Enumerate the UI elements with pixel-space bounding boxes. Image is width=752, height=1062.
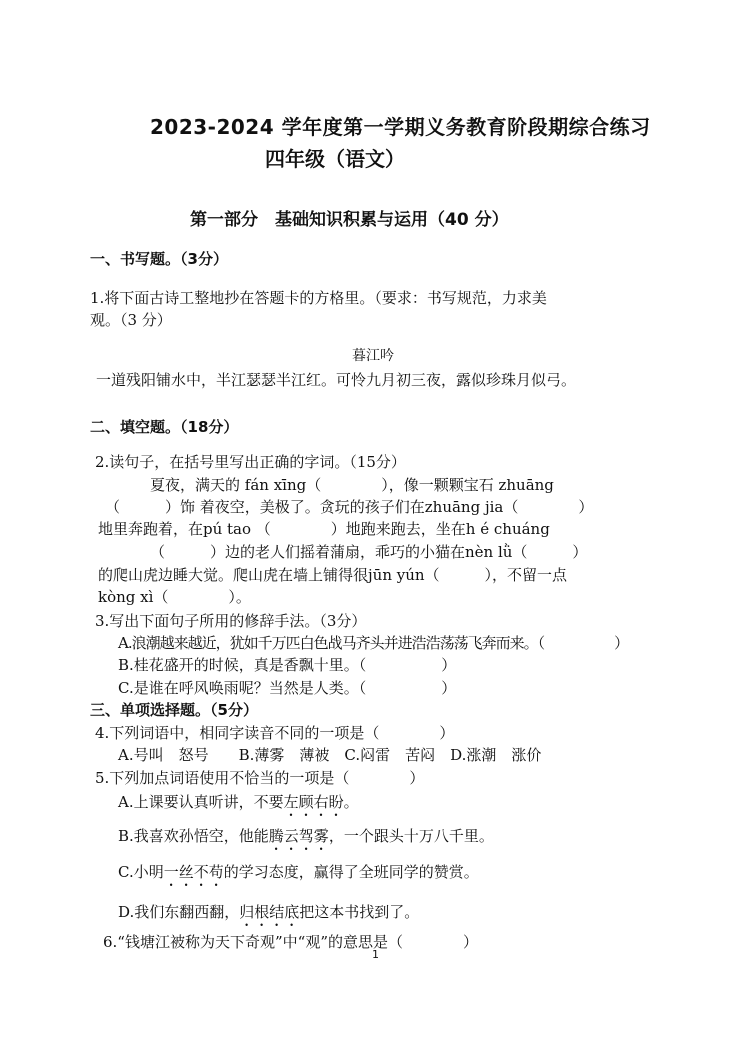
option-text: 的学习态度，赢得了全班同学的赞赏。 bbox=[223, 863, 479, 881]
question-3-option-c: C.是谁在呼风唤雨呢？当然是人类。（ ） bbox=[118, 679, 457, 697]
passage-line-2: （ ）饰 着夜空，美极了。贪玩的孩子们在zhuāng jia（ ） bbox=[105, 498, 594, 516]
option-text: 把这本书找到了。 bbox=[299, 903, 420, 921]
question-5-option-c bbox=[118, 862, 479, 890]
question-4: 4.下列词语中，相同字读音不同的一项是（ ） bbox=[95, 724, 455, 742]
dotted-phrase: 归根结底 bbox=[239, 903, 300, 921]
page-number: 1 bbox=[372, 948, 379, 961]
poem-text: 一道残阳铺水中，半江瑟瑟半江红。可怜九月初三夜，露似珍珠月似弓。 bbox=[96, 371, 577, 389]
option-text: D.我们东翻西翻， bbox=[118, 903, 240, 921]
poem-title: 暮江吟 bbox=[352, 348, 394, 364]
question-3: 3.写出下面句子所用的修辞手法。（3分） bbox=[95, 612, 367, 630]
document-title: 2023-2024 学年度第一学期义务教育阶段期综合练习 bbox=[150, 115, 651, 139]
question-5-option-b bbox=[118, 826, 494, 854]
question-3-option-a: A.浪潮越来越近，犹如千万匹白色战马齐头并进浩浩荡荡飞奔而来。（ ） bbox=[118, 634, 629, 652]
question-5: 5.下列加点词语使用不恰当的一项是（ ） bbox=[95, 769, 425, 787]
dotted-phrase: 左顾右盼 bbox=[283, 793, 344, 811]
question-5-option-a bbox=[118, 792, 359, 820]
question-4-options: A.号叫 怒号 B.薄雾 薄被 C.闷雷 苦闷 D.涨潮 涨价 bbox=[118, 746, 542, 764]
section-1-heading: 一、书写题。（3分） bbox=[90, 250, 228, 268]
dotted-phrase: 一丝不苟 bbox=[163, 863, 224, 881]
passage-line-3: 地里奔跑着，在pú tao （ ）地跑来跑去，坐在h é chuáng bbox=[98, 520, 550, 538]
passage-line-1: 夏夜，满天的 fán xīng（ ），像一颗颗宝石 zhuāng bbox=[150, 476, 554, 494]
question-3-option-b: B.桂花盛开的时候，真是香飘十里。（ ） bbox=[118, 656, 457, 674]
option-text: 。 bbox=[343, 793, 359, 811]
option-text: C.小明 bbox=[118, 863, 164, 881]
option-text: ，一个跟头十万八千里。 bbox=[328, 827, 494, 845]
document-subtitle: 四年级（语文） bbox=[265, 147, 405, 171]
passage-line-5: 的爬山虎边睡大觉。爬山虎在墙上铺得很jūn yún（ ），不留一点 bbox=[98, 566, 568, 584]
section-2-heading: 二、填空题。（18分） bbox=[90, 418, 239, 436]
question-2: 2.读句子，在括号里写出正确的字词。（15分） bbox=[95, 453, 406, 471]
passage-line-6: kòng xì（ ）。 bbox=[98, 588, 251, 606]
option-text: A.上课要认真听讲，不要 bbox=[118, 793, 284, 811]
question-1-line-2: 观。（3 分） bbox=[90, 311, 172, 329]
question-1-line-1: 1.将下面古诗工整地抄在答题卡的方格里。（要求：书写规范，力求美 bbox=[90, 289, 547, 307]
option-text: B.我喜欢孙悟空，他能 bbox=[118, 827, 269, 845]
part-heading: 第一部分 基础知识积累与运用（40 分） bbox=[190, 210, 509, 230]
question-5-option-d bbox=[118, 902, 419, 930]
dotted-phrase: 腾云驾雾 bbox=[268, 827, 329, 845]
section-3-heading: 三、单项选择题。（5分） bbox=[90, 701, 258, 719]
question-6: 6.“钱塘江被称为天下奇观”中“观”的意思是（ ） bbox=[103, 933, 478, 951]
passage-line-4: （ ）边的老人们摇着蒲扇，乖巧的小猫在nèn lǜ（ ） bbox=[150, 543, 588, 561]
